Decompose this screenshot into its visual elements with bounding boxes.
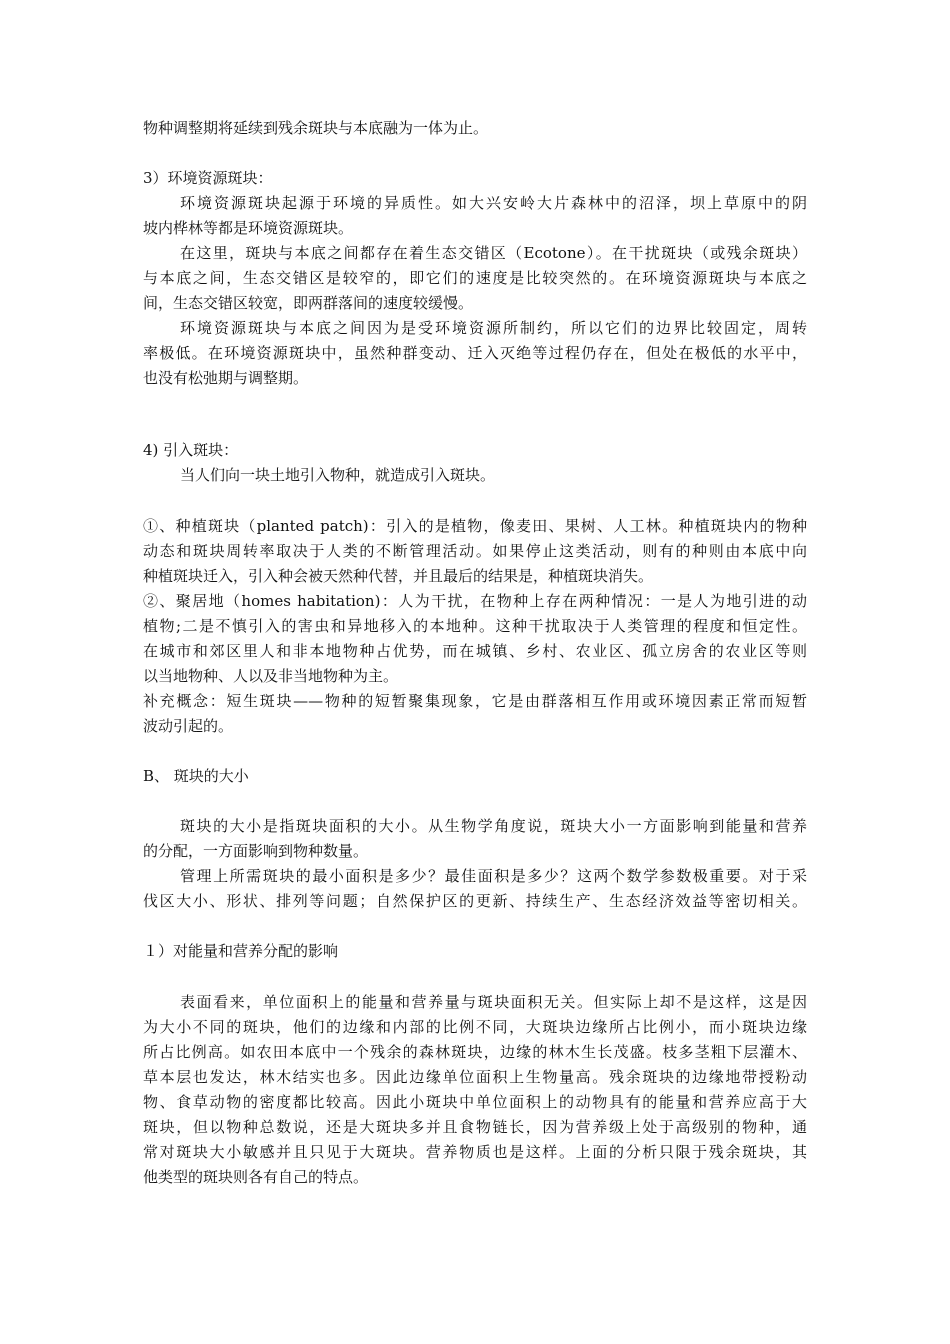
- text-line: 在这里，斑块与本底之间都存在着生态交错区（Ecotone）。在干扰斑块（或残余斑块）: [180, 244, 807, 262]
- text-line: 常对斑块大小敏感并且只见于大斑块。营养物质也是这样。上面的分析只限于残余斑块，其: [143, 1143, 807, 1161]
- text-line: 的分配，一方面影响到物种数量。: [143, 842, 369, 860]
- text-line: 波动引起的。: [143, 717, 234, 735]
- text-line: 当人们向一块土地引入物种，就造成引入斑块。: [180, 466, 496, 484]
- text-line: 伐区大小、形状、排列等问题；自然保护区的更新、持续生产、生态经济效益等密切相关。: [143, 892, 807, 910]
- text-line: 与本底之间，生态交错区是较窄的，即它们的速度是比较突然的。在环境资源斑块与本底之: [143, 269, 807, 287]
- text-line: 他类型的斑块则各有自己的特点。: [143, 1168, 369, 1186]
- text-line: 以当地物种、人以及非当地物种为主。: [143, 667, 399, 685]
- text-line: 表面看来，单位面积上的能量和营养量与斑块面积无关。但实际上却不是这样，这是因: [180, 993, 807, 1011]
- text-line: 为大小不同的斑块，他们的边缘和内部的比例不同，大斑块边缘所占比例小，而小斑块边缘: [143, 1018, 807, 1036]
- text-line: 坡内桦林等都是环境资源斑块。: [143, 219, 354, 237]
- text-line: 斑块，但以物种总数说，还是大斑块多并且食物链长，因为营养级上处于高级别的物种，通: [143, 1118, 807, 1136]
- text-line: ②、聚居地（homes habitation)：人为干扰，在物种上存在两种情况：一是人为地引进的动: [143, 592, 807, 610]
- text-line: 补充概念：短生斑块——物种的短暂聚集现象，它是由群落相互作用或环境因素正常而短暂: [143, 692, 807, 710]
- text-line: 间，生态交错区较宽，即两群落间的速度较缓慢。: [143, 294, 474, 312]
- text-line: 物种调整期将延续到残余斑块与本底融为一体为止。: [143, 119, 489, 137]
- text-line: 物、食草动物的密度都比较高。因此小斑块中单位面积上的动物具有的能量和营养应高于大: [143, 1093, 807, 1111]
- text-line: 在城市和郊区里人和非本地物种占优势，而在城镇、乡村、农业区、孤立房舍的农业区等则: [143, 642, 807, 660]
- section-heading: 3）环境资源斑块：: [143, 169, 273, 187]
- section-heading: 4) 引入斑块：: [143, 441, 239, 459]
- section-heading: B、 斑块的大小: [143, 767, 249, 785]
- text-line: 所占比例高。如农田本底中一个残余的森林斑块，边缘的林木生长茂盛。枝多茎粗下层灌木、: [143, 1043, 807, 1061]
- text-line: 种植斑块迁入，引入种会被天然种代替，并且最后的结果是，种植斑块消失。: [143, 567, 654, 585]
- text-line: 环境资源斑块与本底之间因为是受环境资源所制约，所以它们的边界比较固定，周转: [180, 319, 807, 337]
- text-line: 管理上所需斑块的最小面积是多少？最佳面积是多少？这两个数学参数极重要。对于采: [180, 867, 807, 885]
- text-line: 也没有松弛期与调整期。: [143, 369, 309, 387]
- text-line: 动态和斑块周转率取决于人类的不断管理活动。如果停止这类活动，则有的种则由本底中向: [143, 542, 807, 560]
- section-heading: １）对能量和营养分配的影响: [143, 942, 339, 960]
- text-line: 率极低。在环境资源斑块中，虽然种群变动、迁入灭绝等过程仍存在，但处在极低的水平中，: [143, 344, 807, 362]
- text-line: 植物;二是不慎引入的害虫和异地移入的本地种。这种干扰取决于人类管理的程度和恒定性。: [143, 617, 807, 635]
- text-line: 斑块的大小是指斑块面积的大小。从生物学角度说，斑块大小一方面影响到能量和营养: [180, 817, 807, 835]
- text-line: 环境资源斑块起源于环境的异质性。如大兴安岭大片森林中的沼泽，坝上草原中的阴: [180, 194, 807, 212]
- text-line: ①、种植斑块（planted patch)：引入的是植物，像麦田、果树、人工林。种植斑块内的物种: [143, 517, 807, 535]
- text-line: 草本层也发达，林木结实也多。因此边缘单位面积上生物量高。残余斑块的边缘地带授粉动: [143, 1068, 807, 1086]
